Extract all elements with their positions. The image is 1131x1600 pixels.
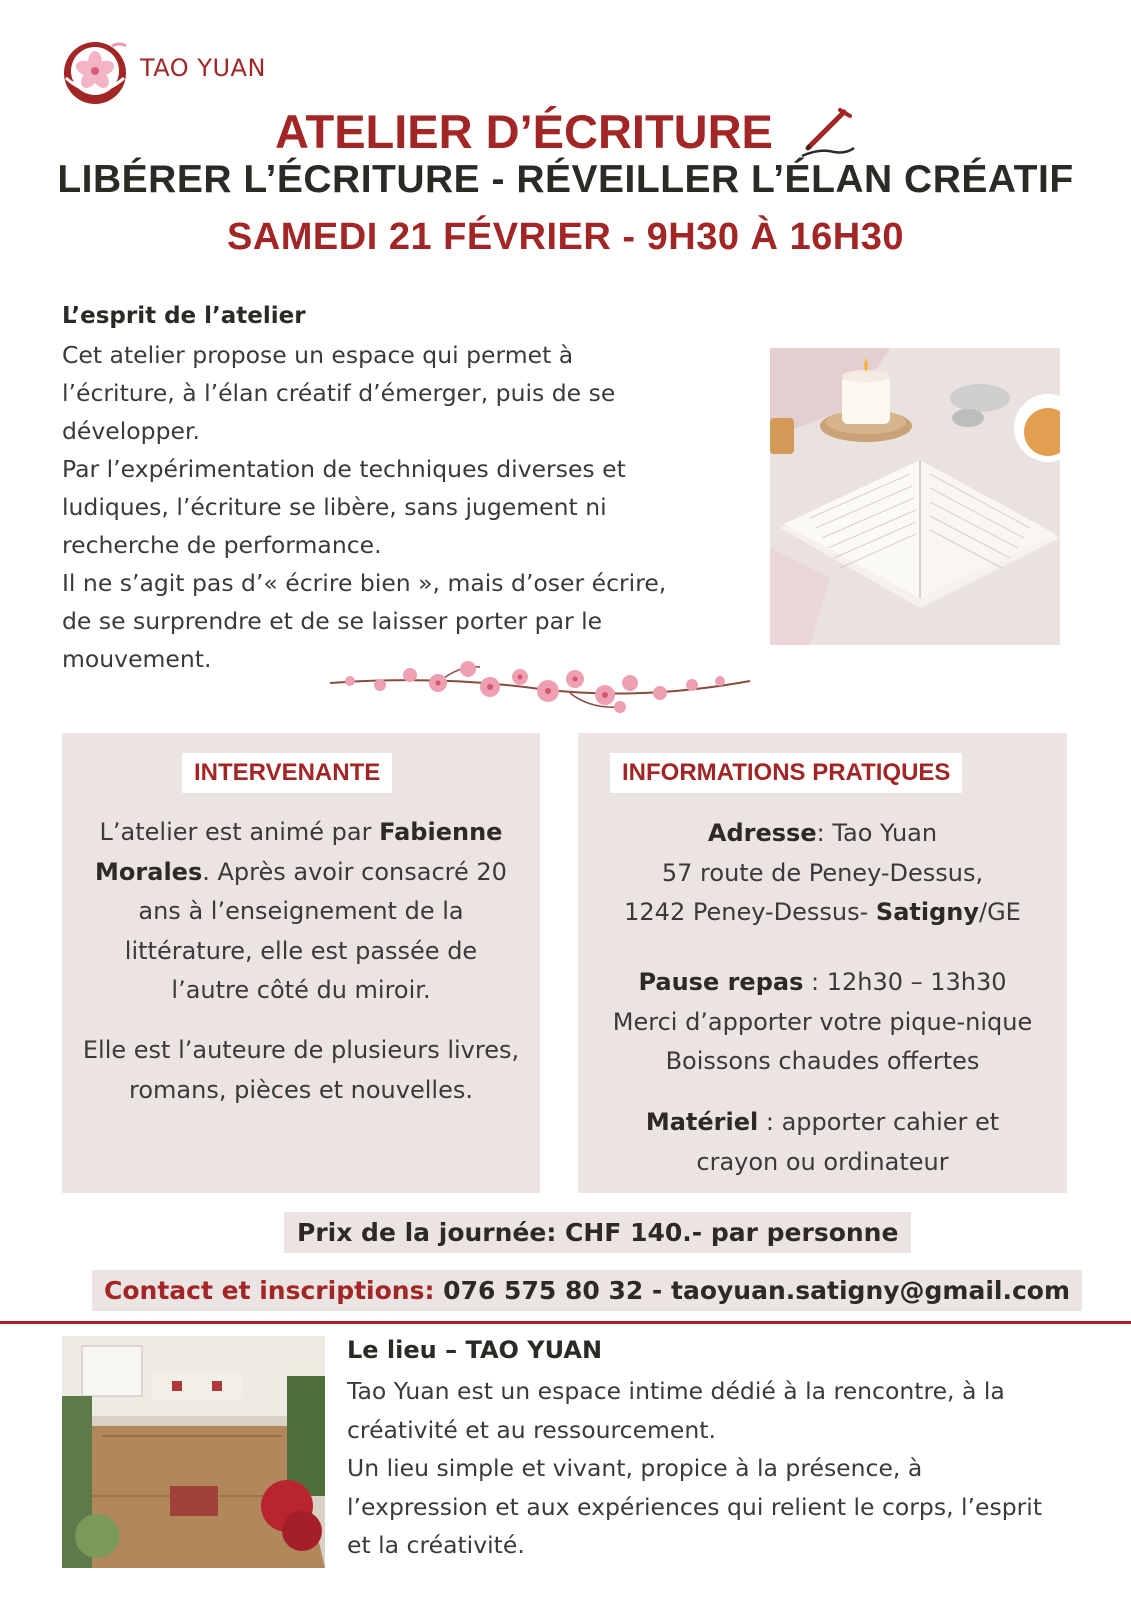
bio-text: L’atelier est animé par (99, 818, 380, 846)
pause-line: Merci d’apporter votre pique-nique (612, 1007, 1033, 1036)
bio-text: . Après avoir consacré 20 (202, 857, 507, 886)
intervenante-box (62, 733, 540, 1193)
address-line: 57 route de Peney-Dessus, (661, 858, 984, 887)
spirit-line: de se surprendre et de se laisser porter par le (62, 607, 603, 635)
event-date: SAMEDI 21 FÉVRIER - 9H30 À 16H30 (226, 216, 904, 258)
lieu-line: l’expression et aux expériences qui relient le corps, l’esprit (347, 1492, 1043, 1521)
bio-text: ans à l’enseignement de la (138, 897, 464, 925)
spirit-body (62, 336, 742, 678)
materiel-block (578, 1103, 1067, 1182)
address-block (578, 814, 1067, 933)
page-subtitle: LIBÉRER L’ÉCRITURE - RÉVEILLER L’ÉLAN CRÉATIF (57, 158, 1074, 201)
infos-box (578, 733, 1067, 1193)
speaker-first-name: Fabienne (379, 818, 503, 846)
price: Prix de la journée: CHF 140.- par personne (284, 1212, 911, 1253)
materiel-line: crayon ou ordinateur (696, 1147, 949, 1176)
materiel-value: : apporter cahier et (758, 1108, 1000, 1136)
contact-value[interactable]: 076 575 80 32 - taoyuan.satigny@gmail.com (434, 1276, 1071, 1305)
infos-label: INFORMATIONS PRATIQUES (610, 753, 962, 793)
lieu-line: créativité et au ressourcement. (347, 1415, 716, 1444)
spirit-line: ludiques, l’écriture se libère, sans jugement ni (62, 493, 607, 521)
intervenante-label: INTERVENANTE (182, 753, 392, 793)
spirit-title: L’esprit de l’atelier (62, 303, 306, 329)
address-city: Satigny (875, 898, 979, 926)
contact-label: Contact et inscriptions: (104, 1276, 435, 1305)
lieu-line: Un lieu simple et vivant, propice à la présence, à (347, 1454, 923, 1482)
page-title (0, 100, 1131, 160)
works-text: Elle est l’auteure de plusieurs livres, (82, 1036, 520, 1064)
divider (0, 1321, 1131, 1324)
bio-text: l’autre côté du miroir. (171, 976, 431, 1004)
logo-name: TAO YUAN (140, 54, 266, 82)
pause-value: : 12h30 – 13h30 (803, 968, 1007, 996)
notebook-candle-photo (770, 348, 1060, 645)
cherry-blossom-branch-icon (320, 655, 760, 715)
pause-line: Boissons chaudes offertes (665, 1047, 980, 1075)
tao-yuan-logo-icon (62, 40, 128, 106)
spirit-line: Il ne s’agit pas d’« écrire bien », mais d’oser écrire, (62, 569, 667, 597)
pen-icon (800, 104, 856, 160)
bio-text: littérature, elle est passée de (124, 936, 478, 965)
lieu-body (347, 1372, 1107, 1565)
lieu-line: Tao Yuan est un espace intime dédié à la rencontre, à la (347, 1377, 1005, 1405)
spirit-line: recherche de performance. (62, 531, 382, 559)
intervenante-works (62, 1031, 540, 1110)
spirit-line: mouvement. (62, 645, 212, 673)
address-label: Adresse (707, 819, 817, 847)
lieu-title: Le lieu – TAO YUAN (347, 1336, 603, 1364)
works-text: romans, pièces et nouvelles. (129, 1075, 473, 1104)
address-value: : Tao Yuan (816, 819, 938, 847)
pause-label: Pause repas (638, 968, 804, 996)
address-line: 1242 Peney-Dessus- (624, 898, 876, 926)
lieu-line: et la créativité. (347, 1531, 525, 1559)
spirit-line: développer. (62, 417, 200, 445)
materiel-label: Matériel (645, 1108, 759, 1136)
intervenante-bio (62, 813, 540, 1011)
room-photo (62, 1336, 325, 1568)
pause-block (578, 963, 1067, 1082)
contact (92, 1270, 1082, 1311)
spirit-line: Cet atelier propose un espace qui permet à (62, 341, 574, 369)
title-text: ATELIER D’ÉCRITURE (275, 105, 773, 159)
spirit-line: Par l’expérimentation de techniques diverses et (62, 455, 626, 483)
speaker-last-name: Morales (95, 857, 203, 886)
spirit-line: l’écriture, à l’élan créatif d’émerger, puis de se (62, 379, 616, 407)
address-canton: /GE (979, 898, 1021, 926)
